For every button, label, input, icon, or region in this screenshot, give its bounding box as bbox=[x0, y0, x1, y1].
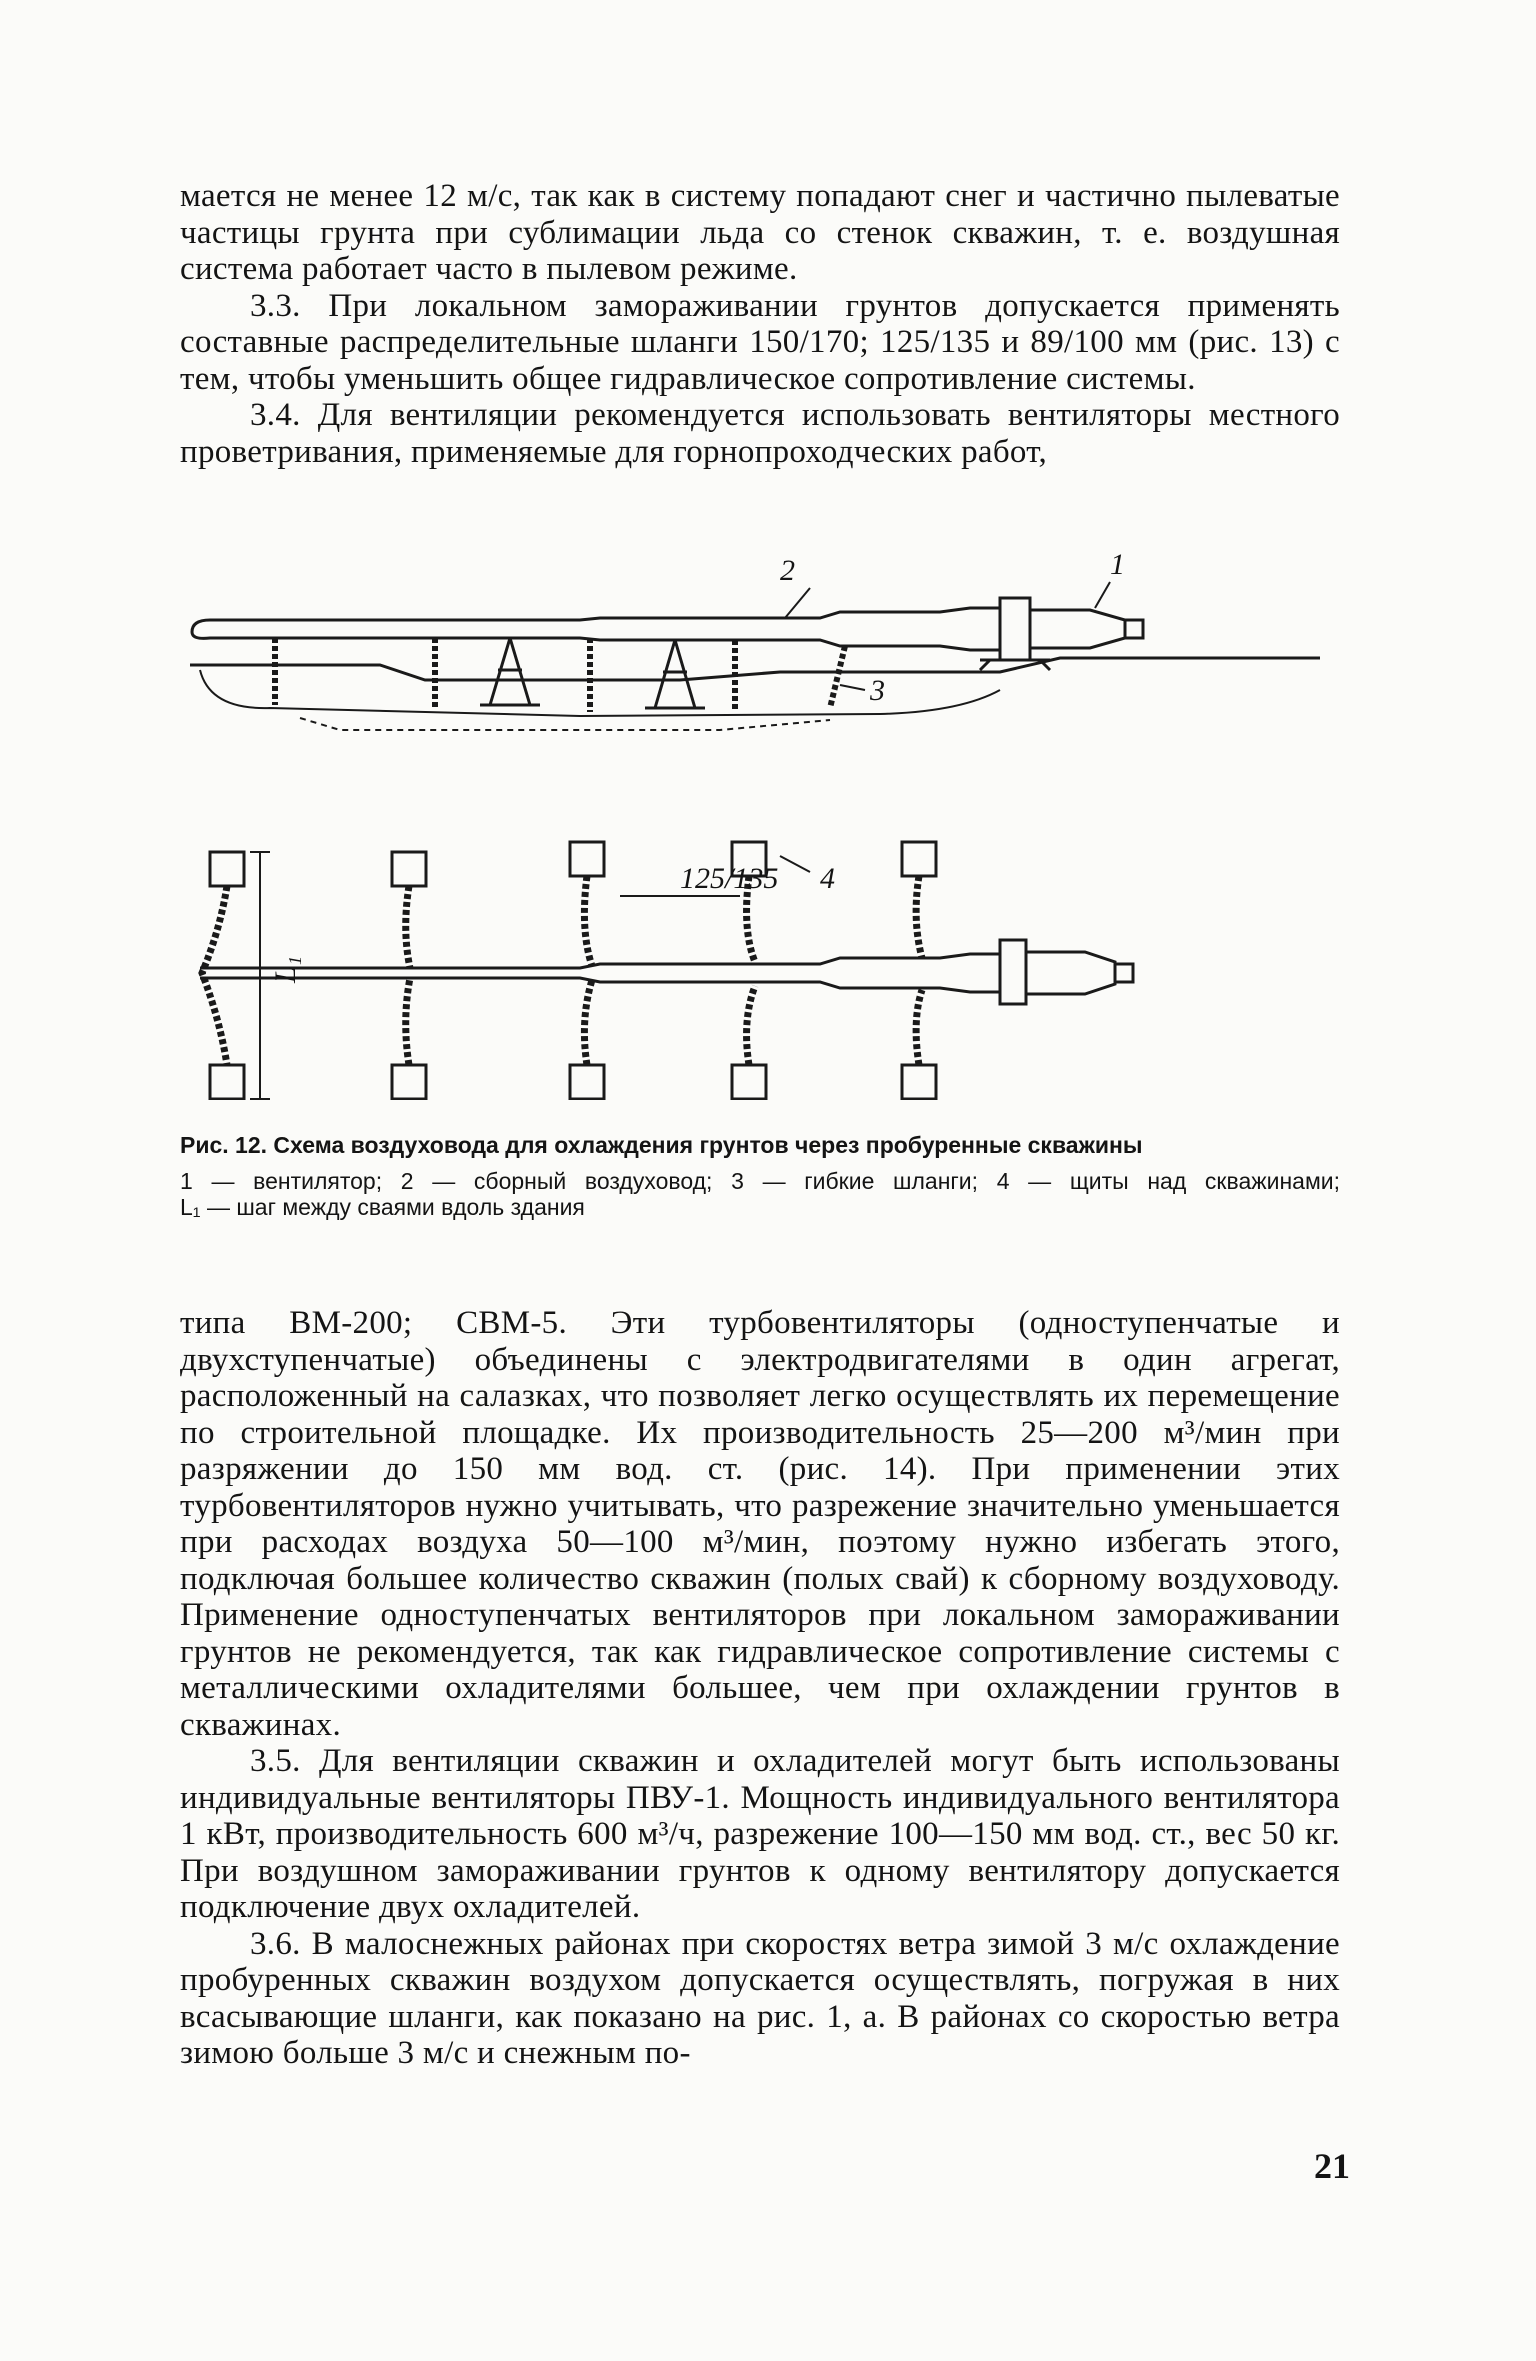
l1-dimension-line bbox=[250, 852, 270, 1099]
figure-caption bbox=[180, 1132, 1340, 1220]
branch-hoses bbox=[202, 876, 922, 1065]
section-view bbox=[190, 582, 1320, 730]
ground-line bbox=[190, 658, 1320, 680]
paragraph-3-6: 3.6. В малоснежных районах при скоростях ветра зимой 3 м/с охлаждение пробуренных скважин воздухом допускается осуществлять, погружая в них всасывающие шланги, как показано на рис. 1, а. В районах со скоростью ветра зимою больше 3 м/с и снежным по- bbox=[180, 1925, 1340, 2071]
figure-12-drawing bbox=[180, 540, 1360, 1100]
caption-legend bbox=[180, 1168, 1340, 1220]
hose-size-label: 125/135 bbox=[680, 862, 779, 895]
shield-bottom-4 bbox=[732, 1065, 766, 1099]
l1-label: L₁ bbox=[269, 955, 302, 983]
leader-1 bbox=[1095, 582, 1110, 608]
plan-duct-top bbox=[200, 954, 1000, 968]
label-3: 3 bbox=[870, 674, 885, 707]
shield-top-2 bbox=[392, 852, 426, 886]
shield-bottom-2 bbox=[392, 1065, 426, 1099]
support-2 bbox=[645, 640, 705, 708]
fan-diffuser bbox=[1030, 610, 1125, 648]
collector-duct-top bbox=[192, 608, 1000, 632]
plan-view bbox=[200, 842, 1133, 1099]
shield-top-1 bbox=[210, 852, 244, 886]
hose-5 bbox=[830, 646, 845, 708]
paragraph-continuation-2: типа ВМ-200; СВМ-5. Эти турбовентиляторы (одноступенчатые и двухступенчатые) объединены с электродвигателями в один агрегат, расположенный на салазках, что позволяет легко осуществлять их перемещение по строительной площадке. Их производительность 25—200 м³/мин при разряжении до 150 мм вод. ст. (рис. 14). При применении этих турбовентиляторов нужно учитывать, что разрежение значительно уменьшается при расходах воздуха 50—100 м³/мин, поэтому нужно избегать этого, подключая большее количество скважин (полых свай) к сборному воздуховоду. Применение одноступенчатых вентиляторов при локальном замораживании грунтов не рекомендуется, так как гидравлическое сопротивление системы с металлическими охладителями большее, чем при охлаждении грунтов в скважинах. bbox=[180, 1305, 1340, 1743]
shield-top-5 bbox=[902, 842, 936, 876]
legend-item-3: 3 — гибкие шланги; bbox=[731, 1168, 979, 1194]
fan-body bbox=[1000, 598, 1030, 660]
plan-fan-body bbox=[1000, 940, 1026, 1004]
collector-duct-bottom bbox=[192, 632, 1000, 650]
plan-duct-bottom bbox=[200, 978, 1000, 992]
legend-item-1: 1 — вентилятор; bbox=[180, 1168, 383, 1194]
label-4: 4 bbox=[820, 862, 835, 895]
shield-bottom-3 bbox=[570, 1065, 604, 1099]
paragraph-3-3: 3.3. При локальном замораживании грунтов допускается применять составные распределительные шланги 150/170; 125/135 и 89/100 мм (рис. 13) с тем, чтобы уменьшить общее гидравлическое сопротивление системы. bbox=[180, 287, 1340, 397]
legend-item-2: 2 — сборный воздуховод; bbox=[400, 1168, 713, 1194]
top-text bbox=[180, 178, 1340, 470]
page-number: 21 bbox=[1314, 2146, 1350, 2186]
shield-bottom-5 bbox=[902, 1065, 936, 1099]
plan-fan-diffuser bbox=[1026, 952, 1115, 994]
figure-12 bbox=[180, 540, 1360, 1100]
leader-2 bbox=[785, 588, 810, 618]
leader-4 bbox=[780, 856, 810, 872]
shield-top-3 bbox=[570, 842, 604, 876]
legend-item-5: L₁ — шаг между сваями вдоль здания bbox=[180, 1194, 585, 1220]
plan-fan-outlet bbox=[1115, 964, 1133, 982]
paragraph-continuation: мается не менее 12 м/с, так как в систему попадают снег и частично пылеватые частицы грунта при сублимации льда со стенок скважин, т. е. воздушная система работает часто в пылевом режиме. bbox=[180, 178, 1340, 287]
paragraph-3-4: 3.4. Для вентиляции рекомендуется использовать вентиляторы местного проветривания, применяемые для горнопроходческих работ, bbox=[180, 397, 1340, 470]
soil-hatch bbox=[300, 718, 830, 730]
shield-bottom-1 bbox=[210, 1065, 244, 1099]
legend-item-4: 4 — щиты над скважинами; bbox=[996, 1168, 1341, 1194]
label-2: 2 bbox=[780, 554, 795, 587]
bottom-text bbox=[180, 1305, 1340, 2072]
caption-title: Рис. 12. Схема воздуховода для охлаждения грунтов через пробуренные скважины bbox=[180, 1132, 1143, 1158]
fan-outlet bbox=[1125, 620, 1143, 638]
support-1 bbox=[480, 638, 540, 705]
leader-3 bbox=[840, 685, 865, 690]
paragraph-3-5: 3.5. Для вентиляции скважин и охладителей могут быть использованы индивидуальные вентиляторы ПВУ-1. Мощность индивидуального вентилятора 1 кВт, производительность 600 м³/ч, разрежение 100—150 мм вод. ст., вес 50 кг. При воздушном замораживании грунтов к одному вентилятору допускается подключение двух охладителей. bbox=[180, 1743, 1340, 1925]
label-1: 1 bbox=[1110, 548, 1125, 581]
